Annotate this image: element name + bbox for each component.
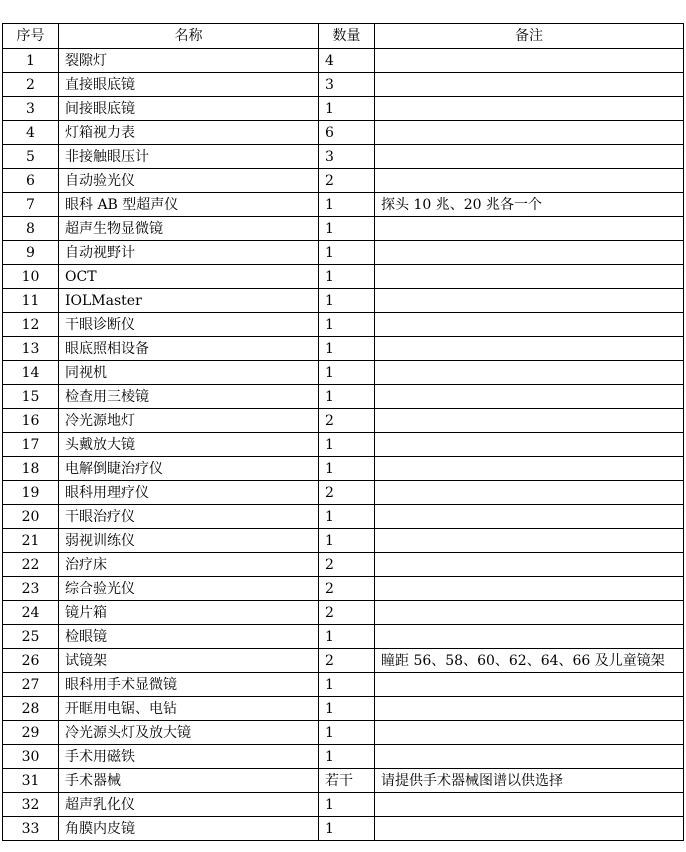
table-header-row <box>3 24 684 49</box>
cell-remarks <box>375 577 684 601</box>
table-row <box>3 265 684 289</box>
cell-quantity: 1 <box>319 529 375 553</box>
cell-remarks <box>375 145 684 169</box>
cell-name: 头戴放大镜 <box>59 433 319 457</box>
equipment-list-document <box>2 23 683 841</box>
cell-remarks <box>375 265 684 289</box>
table-row <box>3 73 684 97</box>
cell-name: 眼底照相设备 <box>59 337 319 361</box>
cell-quantity: 1 <box>319 505 375 529</box>
cell-index: 1 <box>3 49 59 73</box>
cell-quantity: 3 <box>319 145 375 169</box>
cell-remarks <box>375 505 684 529</box>
cell-name: 角膜内皮镜 <box>59 817 319 841</box>
cell-quantity: 1 <box>319 817 375 841</box>
table-row <box>3 745 684 769</box>
cell-remarks <box>375 385 684 409</box>
cell-remarks <box>375 793 684 817</box>
cell-index: 30 <box>3 745 59 769</box>
cell-index: 10 <box>3 265 59 289</box>
table-row <box>3 457 684 481</box>
table-row <box>3 601 684 625</box>
header-index: 序号 <box>3 24 59 49</box>
cell-quantity: 1 <box>319 193 375 217</box>
cell-name: 综合验光仪 <box>59 577 319 601</box>
table-row <box>3 145 684 169</box>
table-row <box>3 193 684 217</box>
cell-name: 干眼治疗仪 <box>59 505 319 529</box>
cell-name: IOLMaster <box>59 289 319 313</box>
table-row <box>3 817 684 841</box>
cell-name: 眼科 AB 型超声仪 <box>59 193 319 217</box>
cell-remarks <box>375 457 684 481</box>
cell-remarks <box>375 481 684 505</box>
cell-remarks <box>375 673 684 697</box>
cell-quantity: 若干 <box>319 769 375 793</box>
cell-index: 3 <box>3 97 59 121</box>
cell-index: 2 <box>3 73 59 97</box>
table-row <box>3 337 684 361</box>
cell-index: 8 <box>3 217 59 241</box>
cell-quantity: 2 <box>319 553 375 577</box>
table-row <box>3 97 684 121</box>
cell-index: 18 <box>3 457 59 481</box>
cell-name: 直接眼底镜 <box>59 73 319 97</box>
cell-name: 冷光源头灯及放大镜 <box>59 721 319 745</box>
cell-name: 自动视野计 <box>59 241 319 265</box>
table-row <box>3 121 684 145</box>
cell-remarks <box>375 241 684 265</box>
cell-name: 冷光源地灯 <box>59 409 319 433</box>
table-row <box>3 649 684 673</box>
cell-index: 12 <box>3 313 59 337</box>
cell-quantity: 1 <box>319 385 375 409</box>
table-row <box>3 481 684 505</box>
cell-name: 检查用三棱镜 <box>59 385 319 409</box>
cell-remarks <box>375 289 684 313</box>
cell-remarks <box>375 313 684 337</box>
cell-index: 22 <box>3 553 59 577</box>
cell-index: 23 <box>3 577 59 601</box>
cell-remarks <box>375 409 684 433</box>
table-row <box>3 409 684 433</box>
cell-remarks <box>375 73 684 97</box>
cell-quantity: 1 <box>319 97 375 121</box>
cell-name: 开眶用电锯、电钻 <box>59 697 319 721</box>
cell-index: 15 <box>3 385 59 409</box>
cell-remarks <box>375 337 684 361</box>
table-row <box>3 625 684 649</box>
cell-index: 16 <box>3 409 59 433</box>
cell-index: 26 <box>3 649 59 673</box>
cell-quantity: 2 <box>319 169 375 193</box>
cell-quantity: 1 <box>319 433 375 457</box>
cell-index: 5 <box>3 145 59 169</box>
cell-remarks: 瞳距 56、58、60、62、64、66 及儿童镜架 <box>375 649 684 673</box>
cell-quantity: 1 <box>319 217 375 241</box>
cell-name: 检眼镜 <box>59 625 319 649</box>
cell-quantity: 1 <box>319 673 375 697</box>
table-body <box>3 49 684 841</box>
cell-index: 33 <box>3 817 59 841</box>
cell-name: 手术器械 <box>59 769 319 793</box>
cell-index: 24 <box>3 601 59 625</box>
cell-remarks <box>375 601 684 625</box>
cell-index: 31 <box>3 769 59 793</box>
cell-quantity: 1 <box>319 289 375 313</box>
table-row <box>3 673 684 697</box>
cell-remarks <box>375 97 684 121</box>
cell-remarks <box>375 49 684 73</box>
table-row <box>3 505 684 529</box>
header-name: 名称 <box>59 24 319 49</box>
table-row <box>3 769 684 793</box>
cell-index: 11 <box>3 289 59 313</box>
equipment-table <box>2 23 684 841</box>
cell-index: 25 <box>3 625 59 649</box>
cell-name: 超声生物显微镜 <box>59 217 319 241</box>
table-row <box>3 169 684 193</box>
cell-index: 6 <box>3 169 59 193</box>
cell-name: 治疗床 <box>59 553 319 577</box>
cell-index: 28 <box>3 697 59 721</box>
cell-quantity: 1 <box>319 313 375 337</box>
table-row <box>3 433 684 457</box>
table-row <box>3 697 684 721</box>
cell-index: 14 <box>3 361 59 385</box>
cell-name: 眼科用理疗仪 <box>59 481 319 505</box>
cell-name: 灯箱视力表 <box>59 121 319 145</box>
cell-quantity: 2 <box>319 601 375 625</box>
cell-quantity: 1 <box>319 721 375 745</box>
cell-quantity: 2 <box>319 577 375 601</box>
table-row <box>3 553 684 577</box>
cell-index: 4 <box>3 121 59 145</box>
cell-name: 干眼诊断仪 <box>59 313 319 337</box>
cell-quantity: 4 <box>319 49 375 73</box>
cell-index: 27 <box>3 673 59 697</box>
cell-quantity: 2 <box>319 409 375 433</box>
header-quantity: 数量 <box>319 24 375 49</box>
cell-index: 32 <box>3 793 59 817</box>
table-row <box>3 385 684 409</box>
cell-remarks <box>375 361 684 385</box>
cell-quantity: 2 <box>319 481 375 505</box>
cell-remarks: 探头 10 兆、20 兆各一个 <box>375 193 684 217</box>
cell-remarks <box>375 721 684 745</box>
cell-quantity: 3 <box>319 73 375 97</box>
cell-quantity: 1 <box>319 745 375 769</box>
cell-quantity: 1 <box>319 241 375 265</box>
cell-name: 非接触眼压计 <box>59 145 319 169</box>
cell-index: 21 <box>3 529 59 553</box>
cell-index: 9 <box>3 241 59 265</box>
table-row <box>3 721 684 745</box>
cell-index: 13 <box>3 337 59 361</box>
cell-quantity: 2 <box>319 649 375 673</box>
table-row <box>3 49 684 73</box>
table-row <box>3 217 684 241</box>
cell-name: 裂隙灯 <box>59 49 319 73</box>
cell-remarks <box>375 553 684 577</box>
cell-name: 眼科用手术显微镜 <box>59 673 319 697</box>
cell-remarks <box>375 217 684 241</box>
cell-remarks: 请提供手术器械图谱以供选择 <box>375 769 684 793</box>
cell-remarks <box>375 433 684 457</box>
table-row <box>3 577 684 601</box>
cell-quantity: 1 <box>319 697 375 721</box>
cell-index: 7 <box>3 193 59 217</box>
cell-remarks <box>375 121 684 145</box>
cell-remarks <box>375 817 684 841</box>
cell-remarks <box>375 169 684 193</box>
cell-name: 同视机 <box>59 361 319 385</box>
cell-name: 弱视训练仪 <box>59 529 319 553</box>
cell-quantity: 1 <box>319 361 375 385</box>
cell-name: 超声乳化仪 <box>59 793 319 817</box>
cell-name: 手术用磁铁 <box>59 745 319 769</box>
cell-name: 试镜架 <box>59 649 319 673</box>
cell-remarks <box>375 745 684 769</box>
cell-remarks <box>375 625 684 649</box>
cell-index: 17 <box>3 433 59 457</box>
cell-remarks <box>375 697 684 721</box>
cell-index: 20 <box>3 505 59 529</box>
table-row <box>3 313 684 337</box>
cell-index: 19 <box>3 481 59 505</box>
table-row <box>3 289 684 313</box>
cell-name: 电解倒睫治疗仪 <box>59 457 319 481</box>
cell-quantity: 1 <box>319 265 375 289</box>
cell-quantity: 1 <box>319 793 375 817</box>
table-row <box>3 529 684 553</box>
table-row <box>3 241 684 265</box>
table-row <box>3 793 684 817</box>
cell-quantity: 6 <box>319 121 375 145</box>
cell-remarks <box>375 529 684 553</box>
cell-name: 自动验光仪 <box>59 169 319 193</box>
cell-index: 29 <box>3 721 59 745</box>
cell-quantity: 1 <box>319 625 375 649</box>
table-row <box>3 361 684 385</box>
cell-quantity: 1 <box>319 337 375 361</box>
cell-name: 镜片箱 <box>59 601 319 625</box>
cell-quantity: 1 <box>319 457 375 481</box>
cell-name: OCT <box>59 265 319 289</box>
cell-name: 间接眼底镜 <box>59 97 319 121</box>
header-remarks: 备注 <box>375 24 684 49</box>
